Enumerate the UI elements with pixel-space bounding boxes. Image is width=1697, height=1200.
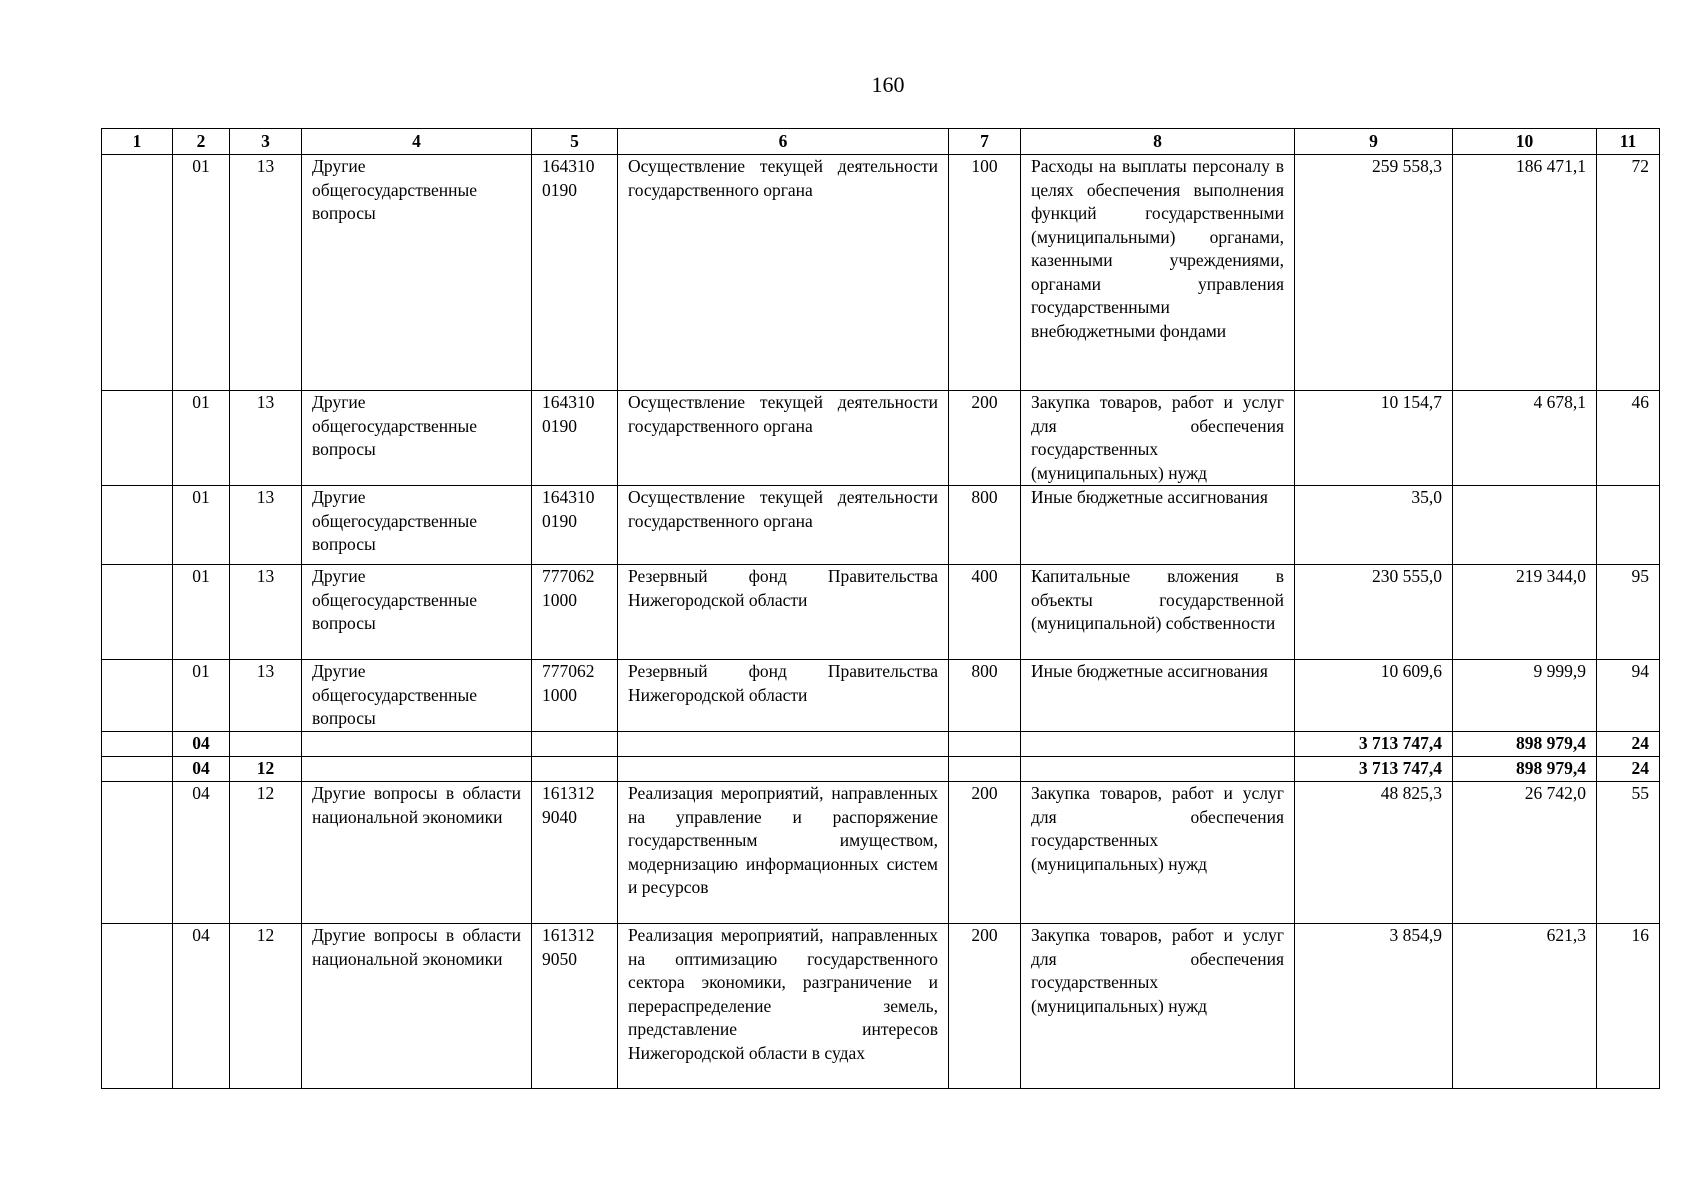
cell-col9: 3 854,9	[1295, 924, 1453, 1089]
cell-col1	[102, 391, 173, 486]
cell-target-name: Осуществление текущей деятельности государственного органа	[618, 155, 949, 391]
cell-section-name	[302, 732, 532, 757]
cell-col9: 10 609,6	[1295, 660, 1453, 732]
cell-col11: 55	[1597, 782, 1660, 924]
cell-section-name: Другие общегосударственные вопросы	[302, 660, 532, 732]
header-cell-5: 5	[532, 129, 618, 155]
cell-col1	[102, 660, 173, 732]
cell-col11: 46	[1597, 391, 1660, 486]
table-row	[102, 924, 1660, 1089]
header-cell-9: 9	[1295, 129, 1453, 155]
cell-section-name: Другие вопросы в области национальной экономики	[302, 782, 532, 924]
cell-expense-type: 800	[949, 486, 1021, 565]
cell-expense-type: 800	[949, 660, 1021, 732]
cell-section: 01	[173, 565, 230, 660]
cell-expense-name: Иные бюджетные ассигнования	[1021, 486, 1295, 565]
cell-section: 04	[173, 782, 230, 924]
header-cell-10: 10	[1453, 129, 1597, 155]
cell-section-name: Другие вопросы в области национальной экономики	[302, 924, 532, 1089]
table-row	[102, 660, 1660, 732]
cell-subsection: 13	[230, 391, 302, 486]
cell-expense-name: Закупка товаров, работ и услуг для обеспечения государственных (муниципальных) нужд	[1021, 391, 1295, 486]
cell-section-name: Другие общегосударственные вопросы	[302, 391, 532, 486]
cell-col1	[102, 565, 173, 660]
cell-subsection: 13	[230, 565, 302, 660]
cell-col1	[102, 486, 173, 565]
cell-expense-type: 100	[949, 155, 1021, 391]
cell-subsection: 12	[230, 782, 302, 924]
table-row	[102, 391, 1660, 486]
page-number: 160	[871, 72, 905, 97]
header-cell-6: 6	[618, 129, 949, 155]
cell-section: 04	[173, 924, 230, 1089]
cell-col11: 16	[1597, 924, 1660, 1089]
cell-subsection: 12	[230, 757, 302, 782]
cell-target-code: 161312 9040	[532, 782, 618, 924]
cell-section-name: Другие общегосударственные вопросы	[302, 486, 532, 565]
cell-col1	[102, 782, 173, 924]
cell-section: 04	[173, 757, 230, 782]
cell-expense-name: Капитальные вложения в объекты государственной (муниципальной) собственности	[1021, 565, 1295, 660]
cell-target-name: Осуществление текущей деятельности государственного органа	[618, 391, 949, 486]
cell-subsection: 13	[230, 486, 302, 565]
header-cell-2: 2	[173, 129, 230, 155]
header-cell-8: 8	[1021, 129, 1295, 155]
cell-col10: 621,3	[1453, 924, 1597, 1089]
cell-col11: 24	[1597, 757, 1660, 782]
cell-section: 01	[173, 155, 230, 391]
cell-subsection: 13	[230, 660, 302, 732]
header-cell-1: 1	[102, 129, 173, 155]
cell-expense-name	[1021, 732, 1295, 757]
cell-col11: 95	[1597, 565, 1660, 660]
cell-col9: 259 558,3	[1295, 155, 1453, 391]
cell-expense-type	[949, 757, 1021, 782]
cell-col10: 898 979,4	[1453, 757, 1597, 782]
cell-col1	[102, 924, 173, 1089]
subsection-total-row	[102, 757, 1660, 782]
cell-subsection: 13	[230, 155, 302, 391]
cell-section-name	[302, 757, 532, 782]
cell-col9: 35,0	[1295, 486, 1453, 565]
cell-target-name	[618, 732, 949, 757]
cell-col1	[102, 732, 173, 757]
cell-expense-name: Расходы на выплаты персоналу в целях обеспечения выполнения функций государственными (муниципальными) органами, казенными учреждениями, органами управления государственными внебюджетными фондами	[1021, 155, 1295, 391]
cell-expense-type	[949, 732, 1021, 757]
cell-expense-name: Закупка товаров, работ и услуг для обеспечения государственных (муниципальных) нужд	[1021, 782, 1295, 924]
cell-col11: 94	[1597, 660, 1660, 732]
cell-section-name: Другие общегосударственные вопросы	[302, 565, 532, 660]
cell-expense-name: Закупка товаров, работ и услуг для обеспечения государственных (муниципальных) нужд	[1021, 924, 1295, 1089]
cell-expense-type: 200	[949, 782, 1021, 924]
cell-target-code: 164310 0190	[532, 486, 618, 565]
cell-col1	[102, 155, 173, 391]
cell-col9: 3 713 747,4	[1295, 732, 1453, 757]
cell-target-name: Реализация мероприятий, направленных на управление и распоряжение государственным имуществом, модернизацию информационных систем и ресурсов	[618, 782, 949, 924]
cell-target-name	[618, 757, 949, 782]
cell-target-code: 777062 1000	[532, 565, 618, 660]
cell-section: 04	[173, 732, 230, 757]
cell-target-name: Осуществление текущей деятельности государственного органа	[618, 486, 949, 565]
cell-col10	[1453, 486, 1597, 565]
cell-target-name: Резервный фонд Правительства Нижегородской области	[618, 660, 949, 732]
cell-col10: 26 742,0	[1453, 782, 1597, 924]
table-row	[102, 155, 1660, 391]
cell-col10: 898 979,4	[1453, 732, 1597, 757]
cell-target-code	[532, 757, 618, 782]
cell-col1	[102, 757, 173, 782]
header-cell-7: 7	[949, 129, 1021, 155]
cell-col10: 219 344,0	[1453, 565, 1597, 660]
table-row	[102, 782, 1660, 924]
cell-col10: 9 999,9	[1453, 660, 1597, 732]
cell-subsection	[230, 732, 302, 757]
cell-target-name: Реализация мероприятий, направленных на оптимизацию государственного сектора экономики, разграничение и перераспределение земель, представление интересов Нижегородской области в судах	[618, 924, 949, 1089]
cell-expense-type: 400	[949, 565, 1021, 660]
cell-expense-name: Иные бюджетные ассигнования	[1021, 660, 1295, 732]
cell-col9: 230 555,0	[1295, 565, 1453, 660]
cell-subsection: 12	[230, 924, 302, 1089]
cell-col9: 48 825,3	[1295, 782, 1453, 924]
cell-section: 01	[173, 486, 230, 565]
cell-target-code: 777062 1000	[532, 660, 618, 732]
budget-table	[101, 128, 1660, 1089]
cell-col11: 24	[1597, 732, 1660, 757]
cell-expense-type: 200	[949, 924, 1021, 1089]
cell-col9: 3 713 747,4	[1295, 757, 1453, 782]
cell-col10: 4 678,1	[1453, 391, 1597, 486]
header-cell-3: 3	[230, 129, 302, 155]
cell-expense-type: 200	[949, 391, 1021, 486]
cell-section: 01	[173, 391, 230, 486]
header-row	[102, 129, 1660, 155]
cell-section-name: Другие общегосударственные вопросы	[302, 155, 532, 391]
cell-col10: 186 471,1	[1453, 155, 1597, 391]
cell-col9: 10 154,7	[1295, 391, 1453, 486]
cell-target-code: 164310 0190	[532, 155, 618, 391]
cell-section: 01	[173, 660, 230, 732]
cell-target-code: 161312 9050	[532, 924, 618, 1089]
header-cell-11: 11	[1597, 129, 1660, 155]
cell-expense-name	[1021, 757, 1295, 782]
section-total-row	[102, 732, 1660, 757]
header-cell-4: 4	[302, 129, 532, 155]
cell-target-code	[532, 732, 618, 757]
table-row	[102, 486, 1660, 565]
cell-target-code: 164310 0190	[532, 391, 618, 486]
cell-target-name: Резервный фонд Правительства Нижегородской области	[618, 565, 949, 660]
cell-col11: 72	[1597, 155, 1660, 391]
table-row	[102, 565, 1660, 660]
cell-col11	[1597, 486, 1660, 565]
